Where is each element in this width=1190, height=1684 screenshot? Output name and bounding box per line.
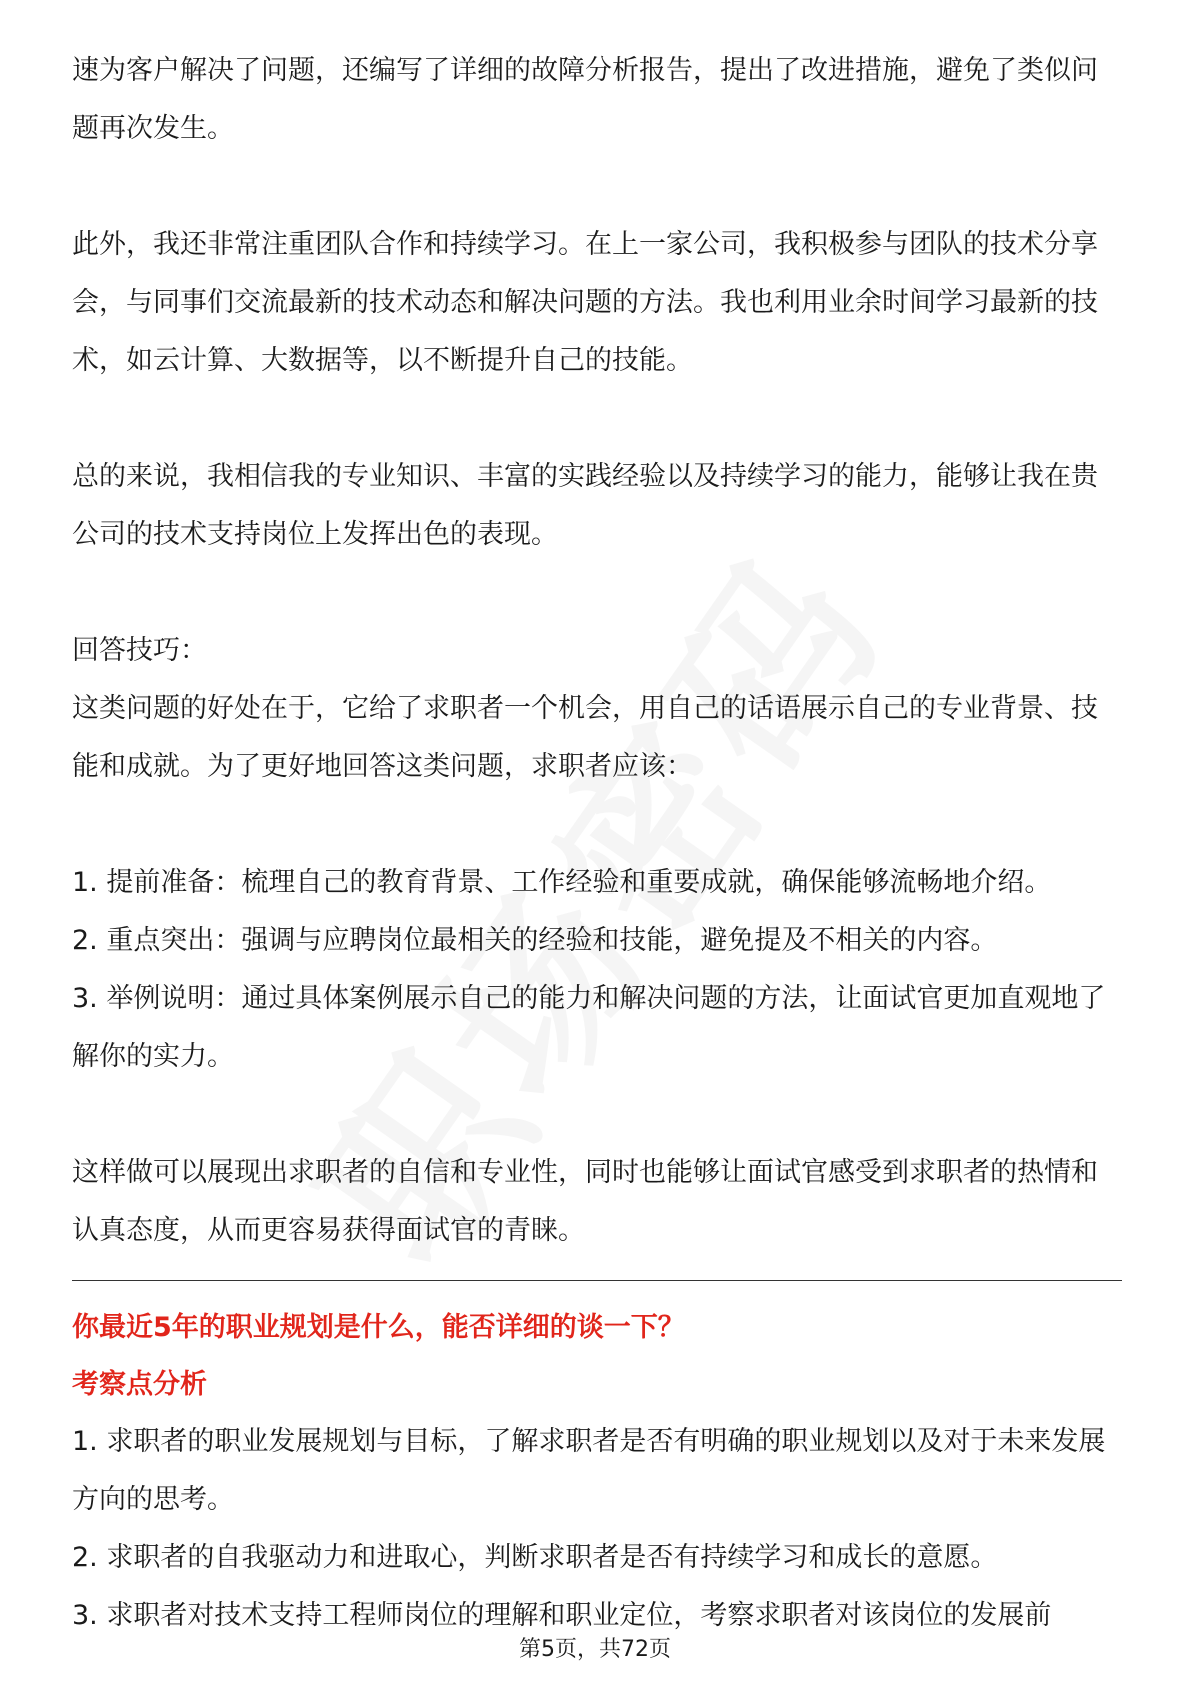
analysis-item: 1. 求职者的职业发展规划与目标，了解求职者是否有明确的职业规划以及对于未来发展方向的思考。 — [72, 1426, 1106, 1515]
page-number: 第5页，共72页 — [519, 1637, 671, 1662]
tips-heading: 回答技巧： — [72, 635, 207, 666]
question-title: 你最近5年的职业规划是什么，能否详细的谈一下？ — [72, 1312, 685, 1343]
tips-item: 3. 举例说明：通过具体案例展示自己的能力和解决问题的方法，让面试官更加直观地了解你的实力。 — [72, 983, 1106, 1072]
tips-item: 1. 提前准备：梳理自己的教育背景、工作经验和重要成就，确保能够流畅地介绍。 — [72, 867, 1052, 898]
tips-intro: 这类问题的好处在于，它给了求职者一个机会，用自己的话语展示自己的专业背景、技能和成就。为了更好地回答这类问题，求职者应该： — [72, 693, 1098, 782]
paragraph: 速为客户解决了问题，还编写了详细的故障分析报告，提出了改进措施，避免了类似问题再次发生。 — [72, 55, 1098, 144]
analysis-heading: 考察点分析 — [72, 1369, 207, 1400]
paragraph: 此外，我还非常注重团队合作和持续学习。在上一家公司，我积极参与团队的技术分享会，与同事们交流最新的技术动态和解决问题的方法。我也利用业余时间学习最新的技术，如云计算、大数据等，以不断提升自己的技能。 — [72, 229, 1098, 376]
paragraph: 总的来说，我相信我的专业知识、丰富的实践经验以及持续学习的能力，能够让我在贵公司的技术支持岗位上发挥出色的表现。 — [72, 461, 1098, 550]
section-divider — [72, 1280, 1122, 1281]
document-body — [72, 42, 1122, 1645]
analysis-item: 2. 求职者的自我驱动力和进取心，判断求职者是否有持续学习和成长的意愿。 — [72, 1542, 998, 1573]
tips-item: 2. 重点突出：强调与应聘岗位最相关的经验和技能，避免提及不相关的内容。 — [72, 925, 998, 956]
tips-conclusion: 这样做可以展现出求职者的自信和专业性，同时也能够让面试官感受到求职者的热情和认真态度，从而更容易获得面试官的青睐。 — [72, 1157, 1098, 1246]
analysis-item: 3. 求职者对技术支持工程师岗位的理解和职业定位，考察求职者对该岗位的发展前 — [72, 1600, 1052, 1631]
